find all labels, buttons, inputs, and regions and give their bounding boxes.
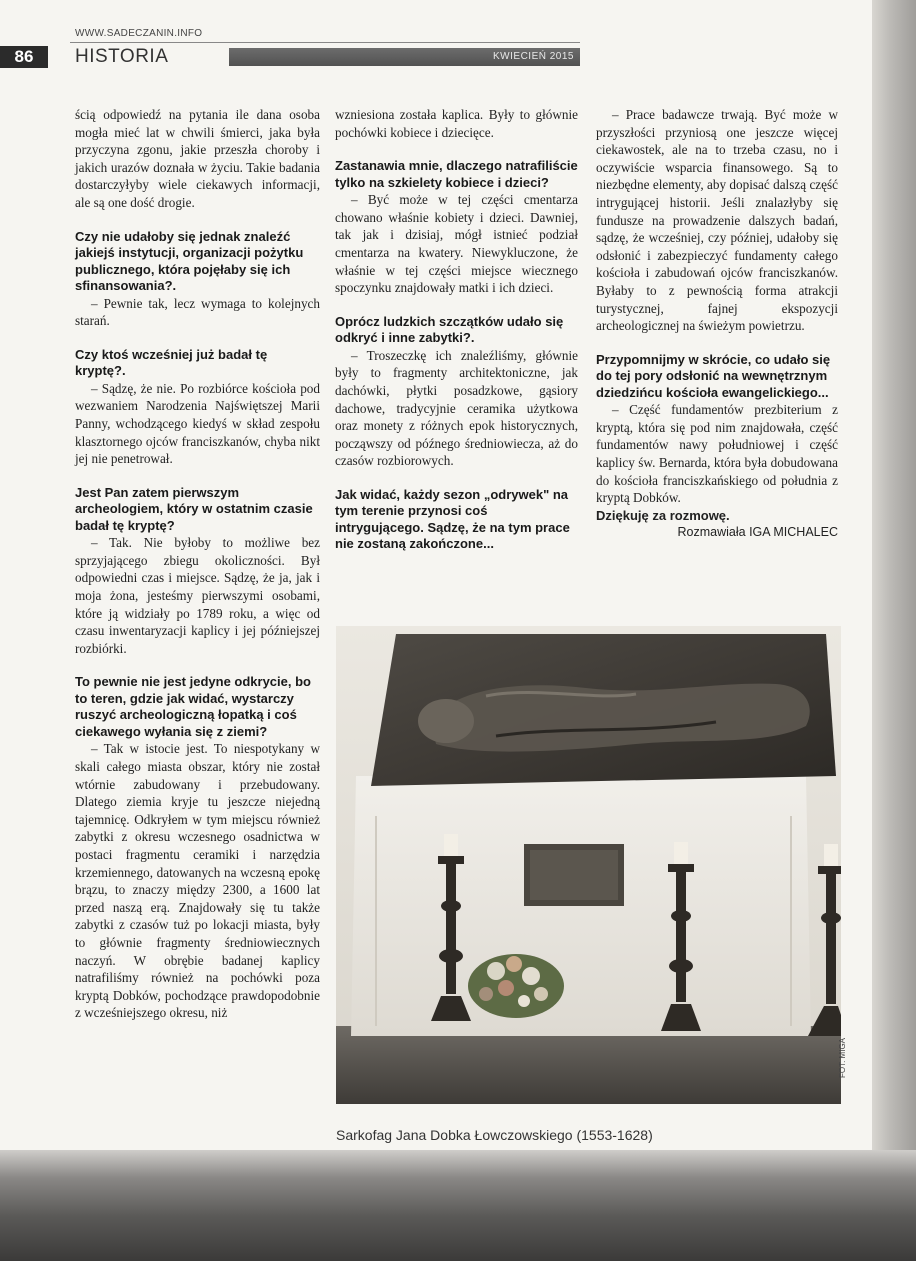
answer: – Tak. Nie byłoby to możliwe bez sprzyjającego zbiegu okoliczności. Był odpowiedni czas i miejsce. Sądzę, że ja, jak i moja żona, jesteśmy pierwszymi osobami, które ją widziały po 1789 roku, a więc od czasu inwentaryzacji kaplicy i jej późniejszej rozbiórki.: [75, 535, 320, 656]
question: Jest Pan zatem pierwszym archeologiem, który w ostatnim czasie badał tę kryptę?: [75, 484, 313, 533]
article-column-2: [335, 106, 578, 553]
question: Czy nie udałoby się jednak znaleźć jakiejś instytucji, organizacji pożytku publicznego, która pojęłaby się ich sfinansowania?.: [75, 228, 304, 294]
header-bar: [229, 48, 580, 66]
question: To pewnie nie jest jedyne odkrycie, bo to teren, gdzie jak widać, wystarczy ruszyć archeologiczną łopatką i coś ciekawego wyłania się z ziemi?: [75, 674, 311, 739]
question: Jak widać, każdy sezon „odrywek" na tym terenie przynosi coś intrygującego. Sądzę, że na tym prace nie zostaną zakończone...: [335, 486, 570, 552]
header-rule: [70, 42, 580, 43]
paragraph: ścią odpowiedź na pytania ile dana osoba mogła mieć lat w chwili śmierci, jaka była przyczyna zgonu, jakie przeszła choroby i jakich urazów doznała w życiu. Takie badania dostarczyłyby wiele ciekawych informacji, ale są one dość drogie.: [75, 107, 320, 210]
photo-credit: FOT. MIGA: [838, 1038, 847, 1078]
question: Czy ktoś wcześniej już badał tę kryptę?.: [75, 346, 268, 379]
article-column-3: [596, 106, 838, 542]
paragraph: wzniesiona została kaplica. Były to głównie pochówki kobiece i dziecięce.: [335, 107, 578, 140]
sarcophagus-photo: [336, 626, 841, 1104]
closing-thanks: Dziękuję za rozmowę.: [596, 507, 730, 523]
scan-bottom-shadow: [0, 1150, 916, 1261]
section-title: HISTORIA: [75, 46, 169, 67]
answer: – Tak w istocie jest. To niespotykany w skali całego miasta obszar, który nie został wtórnie zabudowany i przebudowany. Dlatego ziemia kryje tu jeszcze niejedną tajemnicę. Odkryłem w tym miejscu również zabytki z okresu wczesnego osadnictwa w postaci fragmentu ceramiki i narzędzia krzemiennego, datowanych na wczesną epokę brązu, to znaczy między 2300, a 1600 lat przed naszą erą. Znajdowały się tu także zabytki z czasów tuż po lokacji miasta, były to głównie fragmenty średniowiecznych naczyń. W obrębie badanej kaplicy natrafiliśmy również na pochówki poza kryptą Dobków, pochodzące prawdopodobnie z wcześniejszego okresu, niż: [75, 741, 320, 1021]
answer: – Prace badawcze trwają. Być może w przyszłości przyniosą one jeszcze więcej ciekawostek, ale na to trzeba czasu, no i oczywiście wsparcia finansowego. Są to niezbędne elementy, aby dopisać dalszą część intrygującej historii. Jeśli znalazłyby się fundusze na prowadzenie dalszych badań, sądzę, że wcześniej, czy później, udałoby się odsłonić i zabezpieczyć fundamenty całego kościoła i zabudowań ojców franciszkanów. Byłaby to z pewnością forma atrakcji turystycznej, fajnej ekspozycji archeologicznej na świeżym powietrzu.: [596, 107, 838, 334]
article-column-1: [75, 106, 320, 1022]
answer: – Część fundamentów prezbiterium z kryptą, która się pod nim znajdowała, część fundamentów nawy południowej i część kaplicy św. Bernarda, która była dobudowana do kościoła franciszkańskiego od południa z kryptą Dobków.: [596, 402, 838, 506]
question: Zastanawia mnie, dlaczego natrafiliście tylko na szkielety kobiece i dzieci?: [335, 158, 578, 190]
question: Przypomnijmy w skrócie, co udało się do tej pory odsłonić na wewnętrznym dziedzińcu kościoła ewangelickiego...: [596, 351, 831, 400]
site-url: WWW.SADECZANIN.INFO: [75, 28, 203, 39]
answer: – Pewnie tak, lecz wymaga to kolejnych starań.: [75, 295, 320, 329]
question: Oprócz ludzkich szczątków udało się odkryć i inne zabytki?.: [335, 313, 564, 346]
answer: – Być może w tej części cmentarza chowano właśnie kobiety i dzieci. Dawniej, tak jak i dzisiaj, mógł istnieć podział cmentarza na kwatery. Niewykluczone, że właśnie w tej części miejsce wiecznego spoczynku znajdowały matki i ich dzieci.: [335, 192, 578, 296]
photo-caption: Sarkofag Jana Dobka Łowczowskiego (1553-1628): [336, 1127, 653, 1143]
byline: Rozmawiała IGA MICHALEC: [677, 525, 838, 540]
answer: – Troszeczkę ich znaleźliśmy, głównie były to fragmenty architektoniczne, jak dachówki, płytki posadzkowe, gąsiory dachowe, tradycyjnie ceramika użytkowa oraz monety z różnych epok historycznych, począwszy od późnego średniowiecza, aż do czasów rozbiorowych.: [335, 347, 578, 469]
answer: – Sądzę, że nie. Po rozbiórce kościoła pod wezwaniem Narodzenia Najświętszej Marii Panny, wchodzącego kiedyś w skład zespołu klasztornego ojców franciszkanów, chyba nikt jej nie penetrował.: [75, 380, 320, 467]
page-edge-shadow: [872, 0, 916, 1150]
issue-date: KWIECIEŃ 2015: [493, 51, 574, 62]
page-number: 86: [0, 46, 48, 68]
